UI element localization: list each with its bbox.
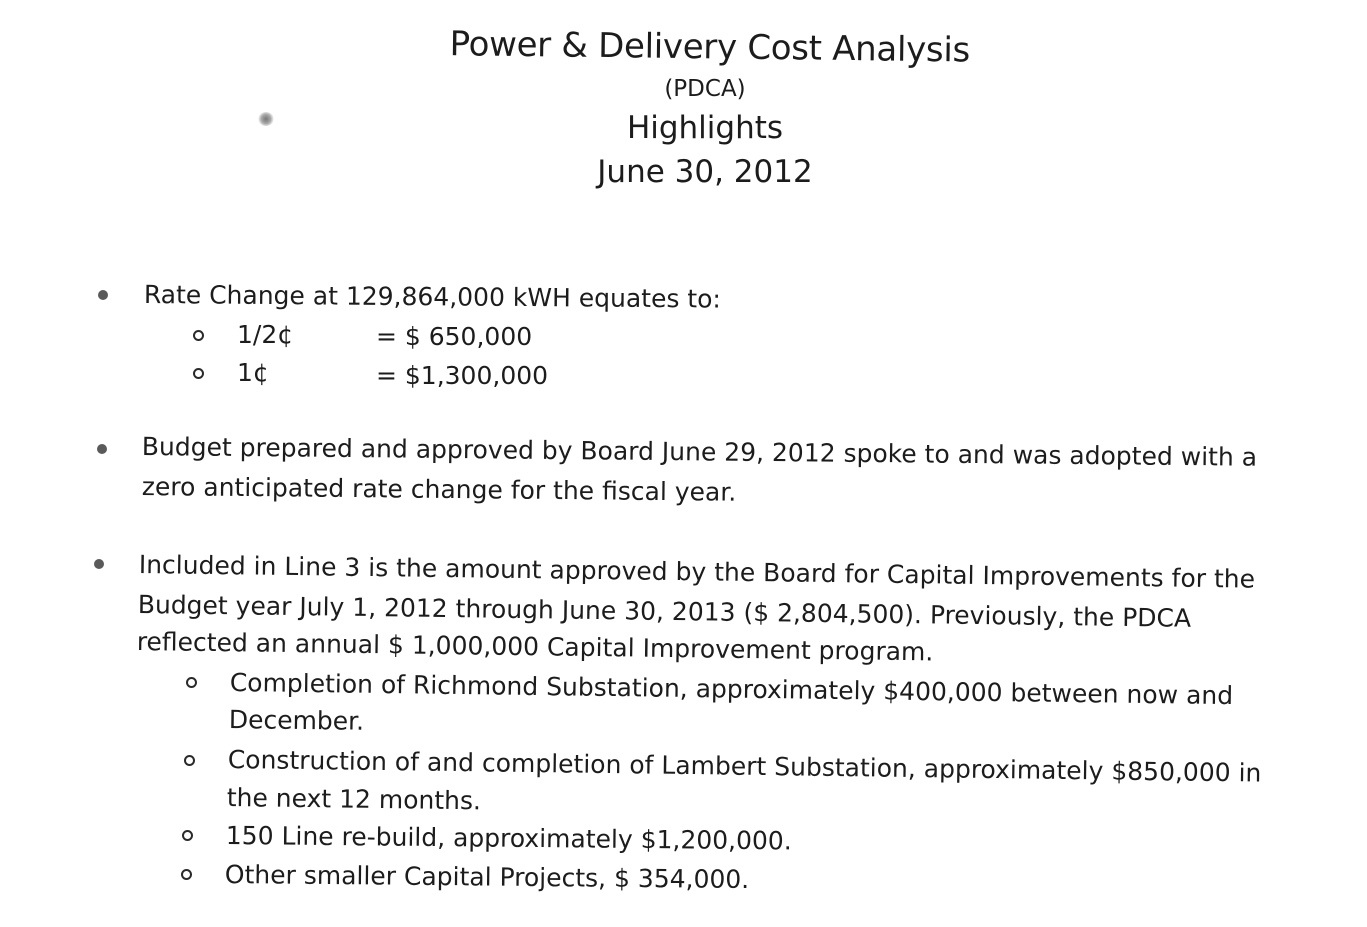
bullet-icon bbox=[97, 444, 107, 454]
rate-half-cent-value: = $ 650,000 bbox=[376, 322, 533, 351]
rate-half-cent-label: 1/2¢ bbox=[237, 320, 294, 349]
bullet-icon bbox=[98, 290, 108, 300]
bullet-rate-change-text: Rate Change at 129,864,000 kWH equates to: bbox=[143, 280, 722, 314]
document-date: June 30, 2012 bbox=[597, 154, 813, 190]
sub-bullet-icon bbox=[182, 830, 193, 841]
sub-bullet-icon bbox=[193, 330, 204, 341]
sub-bullet-icon bbox=[186, 677, 197, 688]
sub-bullet-icon bbox=[181, 869, 192, 880]
document-subtitle: Highlights bbox=[626, 110, 784, 146]
sub-bullet-icon bbox=[184, 755, 195, 766]
richmond-line-2: December. bbox=[228, 705, 365, 736]
lambert-line-1: Construction of and completion of Lambert Substation, approximately $850,000 in bbox=[227, 745, 1262, 788]
rate-one-cent-value: = $1,300,000 bbox=[376, 361, 549, 390]
other-capital-projects: Other smaller Capital Projects, $ 354,000. bbox=[224, 860, 750, 895]
document-title: Power & Delivery Cost Analysis bbox=[449, 24, 971, 71]
bullet-icon bbox=[94, 559, 104, 569]
capital-line-2: Budget year July 1, 2012 through June 30, 2013 ($ 2,804,500). Previously, the PDCA bbox=[137, 590, 1192, 633]
sub-bullet-icon bbox=[193, 368, 204, 379]
budget-line-1: Budget prepared and approved by Board June 29, 2012 spoke to and was adopted with a bbox=[141, 432, 1258, 472]
capital-line-1: Included in Line 3 is the amount approved by the Board for Capital Improvements for the bbox=[138, 550, 1256, 594]
capital-line-3: reflected an annual $ 1,000,000 Capital Improvement program. bbox=[136, 627, 934, 667]
scan-speck bbox=[258, 112, 274, 126]
document-abbreviation: (PDCA) bbox=[664, 76, 746, 102]
line-150-rebuild: 150 Line re-build, approximately $1,200,000. bbox=[225, 821, 792, 856]
rate-one-cent-label: 1¢ bbox=[237, 358, 269, 387]
richmond-line-1: Completion of Richmond Substation, approximately $400,000 between now and bbox=[229, 668, 1234, 711]
budget-line-2: zero anticipated rate change for the fiscal year. bbox=[141, 472, 737, 507]
lambert-line-2: the next 12 months. bbox=[226, 783, 482, 816]
